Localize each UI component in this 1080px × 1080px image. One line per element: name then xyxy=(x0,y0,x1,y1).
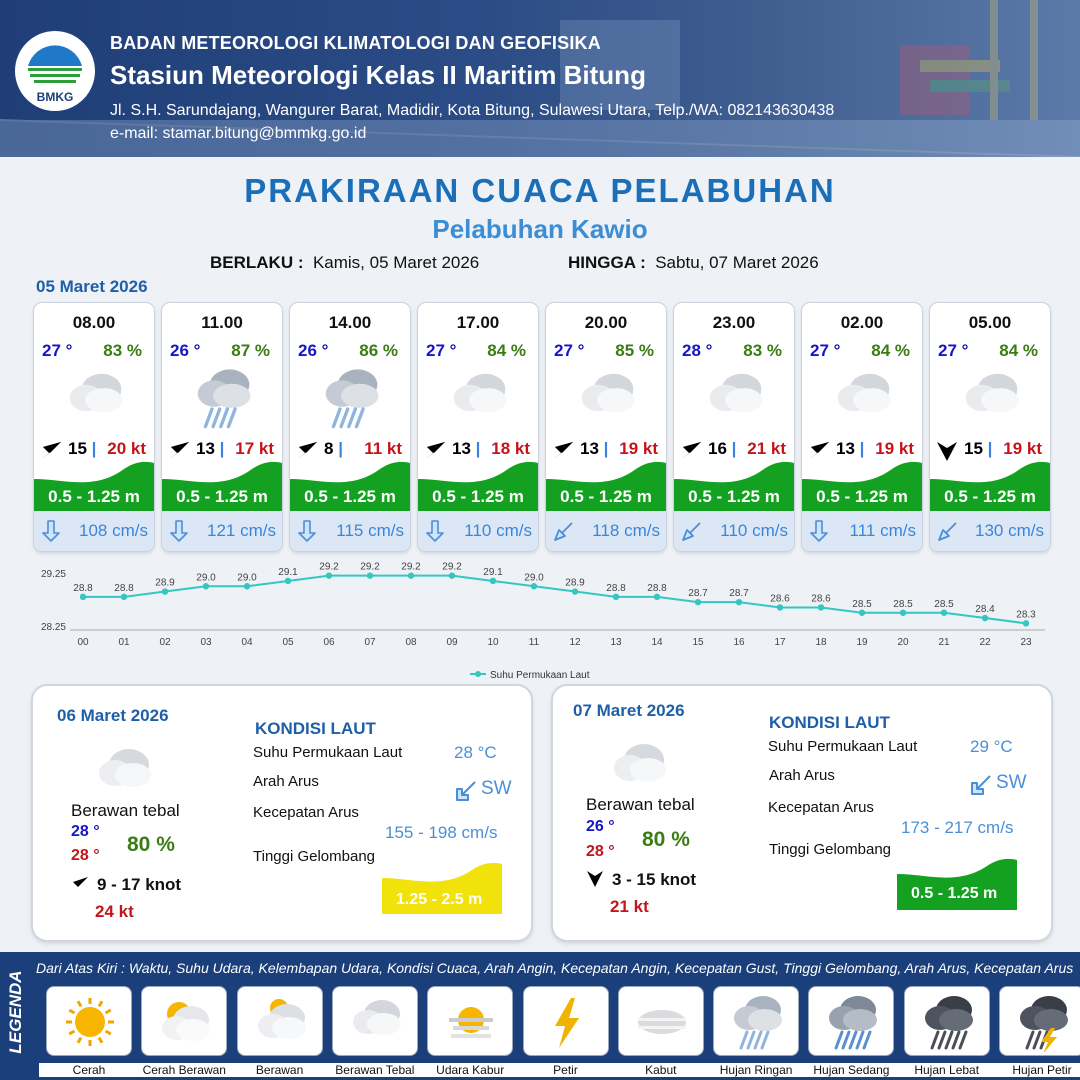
valid-from-label: BERLAKU : xyxy=(210,253,304,272)
data-label: 29.2 xyxy=(442,561,462,573)
wave-height: 0.5 - 1.25 m xyxy=(816,487,908,506)
data-label: 28.5 xyxy=(893,598,913,610)
legend-item-label: Berawan xyxy=(230,1063,330,1077)
air-temperature: 26 ° xyxy=(170,341,201,360)
current-row xyxy=(930,511,1050,551)
wind-speed-value: 13 xyxy=(836,439,855,458)
day3-wave-label: Tinggi Gelombang xyxy=(769,841,892,858)
sea-surface-temperature-chart xyxy=(0,560,1080,685)
bmkg-logo xyxy=(14,30,96,112)
day2-condition: Berawan tebal xyxy=(71,801,180,820)
data-label: 28.6 xyxy=(770,593,790,605)
wind-separator: | xyxy=(338,439,343,458)
berawan-tebal-icon xyxy=(93,741,157,791)
x-tick-label: 18 xyxy=(815,637,827,648)
legend-item xyxy=(618,986,704,1056)
day2-sea-heading: KONDISI LAUT xyxy=(255,719,376,738)
data-point xyxy=(695,599,701,605)
air-temperature: 27 ° xyxy=(42,341,73,360)
hourly-card xyxy=(290,303,410,551)
legend-item-label: Hujan Lebat xyxy=(897,1063,997,1077)
data-point xyxy=(490,578,496,584)
valid-from-value: Kamis, 05 Maret 2026 xyxy=(312,253,480,272)
x-tick-label: 15 xyxy=(692,637,704,648)
wind-speed-value: 16 xyxy=(708,439,727,458)
day2-current-speed: 155 - 198 cm/s xyxy=(385,823,498,842)
legend-item xyxy=(713,986,799,1056)
wind-speed-value: 8 xyxy=(324,439,334,458)
forecast-time: 23.00 xyxy=(712,313,756,332)
gust-speed: 19 kt xyxy=(619,439,658,458)
hourly-card xyxy=(930,303,1050,551)
air-temperature: 27 ° xyxy=(938,341,969,360)
wind-separator: | xyxy=(731,439,737,458)
cerah-icon xyxy=(58,992,122,1052)
forecast-time: 17.00 xyxy=(456,313,500,332)
wind-direction-icon xyxy=(680,441,702,461)
x-tick-label: 16 xyxy=(733,637,745,648)
legend-item-label: Hujan Ringan xyxy=(706,1063,806,1077)
gust-speed: 20 kt xyxy=(107,439,146,458)
x-tick-label: 13 xyxy=(610,637,622,648)
data-label: 28.5 xyxy=(934,598,954,610)
current-direction-icon xyxy=(453,778,479,804)
day3-wind-speed: 3 - 15 knot xyxy=(612,870,697,889)
x-tick-label: 19 xyxy=(856,637,868,648)
wind-direction-icon xyxy=(808,441,830,461)
data-point xyxy=(162,588,168,594)
forecast-time: 02.00 xyxy=(840,313,884,332)
wind-speed xyxy=(68,439,96,459)
day3-condition: Berawan tebal xyxy=(586,795,695,814)
forecast-time: 11.00 xyxy=(201,313,243,332)
current-direction-icon xyxy=(936,519,958,543)
legend-title-text: LEGENDA xyxy=(6,970,25,1054)
wave-height: 0.5 - 1.25 m xyxy=(48,487,140,506)
station-address: Jl. S.H. Sarundajang, Wangurer Barat, Madidir, Kota Bitung, Sulawesi Utara, Telp./WA: 082143630438 xyxy=(110,102,835,119)
berawan-tebal-icon xyxy=(608,736,672,786)
day3-current-dir-label: Arah Arus xyxy=(769,767,835,784)
current-direction-icon xyxy=(808,519,830,543)
hourly-card xyxy=(802,303,922,551)
legend-item xyxy=(904,986,990,1056)
data-label: 29.2 xyxy=(360,561,380,573)
day3-panel xyxy=(553,686,1051,940)
data-point xyxy=(613,594,619,600)
current-direction-icon xyxy=(424,519,446,543)
wind-speed-value: 15 xyxy=(68,439,87,458)
wind-separator: | xyxy=(219,439,225,458)
y-tick-label: 28.25 xyxy=(40,622,66,633)
data-point xyxy=(408,572,414,578)
data-label: 29.2 xyxy=(401,561,421,573)
legend-item xyxy=(999,986,1080,1056)
data-point xyxy=(80,594,86,600)
wind-speed xyxy=(452,439,480,459)
data-label: 28.3 xyxy=(1016,609,1036,621)
wave-height: 0.5 - 1.25 m xyxy=(432,487,524,506)
berawan-tebal-icon xyxy=(699,365,771,431)
legend-swatch-dot xyxy=(475,671,481,677)
air-temperature: 27 ° xyxy=(554,341,585,360)
wind-speed-value: 15 xyxy=(964,439,983,458)
legend-item xyxy=(523,986,609,1056)
gust-speed: 19 kt xyxy=(875,439,914,458)
wind-speed xyxy=(708,439,736,459)
wind-direction-icon xyxy=(168,441,190,461)
data-point xyxy=(859,610,865,616)
current-direction-icon xyxy=(40,519,62,543)
day2-wind-speed: 9 - 17 knot xyxy=(97,875,182,894)
agency-name: BADAN METEOROLOGI KLIMATOLOGI DAN GEOFISIKA xyxy=(110,33,601,53)
data-label: 29.0 xyxy=(237,572,257,584)
data-point xyxy=(121,594,127,600)
hourly-card xyxy=(34,303,154,551)
day3-sea-heading: KONDISI LAUT xyxy=(769,713,890,732)
wind-direction-icon xyxy=(552,441,574,461)
y-tick-label: 29.25 xyxy=(40,569,66,580)
day3-sst-value: 29 °C xyxy=(970,737,1013,756)
station-name: Stasiun Meteorologi Kelas II Maritim Bitung xyxy=(110,60,646,90)
hourly-card xyxy=(546,303,666,551)
wave-height: 0.5 - 1.25 m xyxy=(176,487,268,506)
day2-gust: 24 kt xyxy=(95,902,134,921)
data-point xyxy=(244,583,250,589)
data-label: 28.8 xyxy=(647,582,667,594)
udara-kabur-icon xyxy=(439,992,503,1052)
data-label: 28.8 xyxy=(114,582,134,594)
data-label: 28.6 xyxy=(811,593,831,605)
data-point xyxy=(203,583,209,589)
humidity: 83 % xyxy=(743,341,782,360)
current-direction-icon xyxy=(680,519,702,543)
data-label: 28.8 xyxy=(606,582,626,594)
station-email: e-mail: stamar.bitung@bmmkg.go.id xyxy=(110,125,367,142)
humidity: 84 % xyxy=(871,341,910,360)
forecast-time: 20.00 xyxy=(584,313,628,332)
air-temperature: 28 ° xyxy=(682,341,713,360)
current-speed: 115 cm/s xyxy=(336,521,404,540)
day2-temp-min: 28 ° xyxy=(71,847,100,864)
day3-sst-label: Suhu Permukaan Laut xyxy=(768,738,918,755)
gust-speed: 21 kt xyxy=(747,439,786,458)
x-tick-label: 21 xyxy=(938,637,950,648)
data-label: 28.8 xyxy=(73,582,93,594)
gust-speed: 11 kt xyxy=(364,439,402,458)
wind-row xyxy=(546,439,666,461)
current-row xyxy=(34,511,154,551)
legend-item-label: Hujan Sedang xyxy=(801,1063,901,1077)
wind-row xyxy=(162,439,282,461)
wind-speed xyxy=(836,439,864,459)
current-speed: 130 cm/s xyxy=(975,521,1044,540)
legend-item xyxy=(427,986,513,1056)
wind-row xyxy=(802,439,922,461)
hourly-card xyxy=(674,303,794,551)
current-speed: 108 cm/s xyxy=(79,521,148,540)
data-label: 29.1 xyxy=(278,566,298,578)
hourly-card xyxy=(162,303,282,551)
day2-current-dir-label: Arah Arus xyxy=(253,773,319,790)
forecast-time: 14.00 xyxy=(328,313,372,332)
current-row xyxy=(418,511,538,551)
x-tick-label: 10 xyxy=(487,637,499,648)
day3-temp-min: 28 ° xyxy=(586,843,615,860)
berawan-icon xyxy=(249,992,313,1052)
hujan-lebat-icon xyxy=(916,992,980,1052)
data-point xyxy=(449,572,455,578)
air-temperature: 27 ° xyxy=(426,341,457,360)
berawan-tebal-icon xyxy=(571,365,643,431)
data-point xyxy=(572,588,578,594)
valid-to-label: HINGGA : xyxy=(568,253,646,272)
hujan-sedang-icon xyxy=(820,992,884,1052)
wind-row xyxy=(290,439,410,461)
wind-speed-value: 13 xyxy=(580,439,599,458)
berawan-tebal-icon xyxy=(955,365,1027,431)
day3-current-speed-label: Kecepatan Arus xyxy=(768,799,874,816)
data-point xyxy=(941,610,947,616)
legend-item-label: Berawan Tebal xyxy=(325,1063,425,1077)
day3-date: 07 Maret 2026 xyxy=(573,701,685,720)
data-label: 28.5 xyxy=(852,598,872,610)
berawan-tebal-icon xyxy=(827,365,899,431)
wave-height: 0.5 - 1.25 m xyxy=(560,487,652,506)
data-label: 28.4 xyxy=(975,604,995,616)
wind-row xyxy=(930,439,1050,461)
data-point xyxy=(982,615,988,621)
humidity: 83 % xyxy=(103,341,142,360)
current-speed: 121 cm/s xyxy=(207,521,276,540)
wind-direction-icon xyxy=(296,441,318,461)
legend-item xyxy=(46,986,132,1056)
day3-current-dir: SW xyxy=(996,772,1027,793)
data-label: 28.7 xyxy=(729,588,749,600)
day2-panel xyxy=(33,686,531,940)
forecast-time: 05.00 xyxy=(968,313,1012,332)
gust-speed: 18 kt xyxy=(491,439,530,458)
x-tick-label: 22 xyxy=(979,637,991,648)
humidity: 86 % xyxy=(359,341,398,360)
header-banner xyxy=(0,0,1080,157)
wind-direction-icon xyxy=(71,876,89,894)
legend-item-label: Cerah Berawan xyxy=(134,1063,234,1077)
berawan-tebal-icon xyxy=(59,365,131,431)
x-tick-label: 05 xyxy=(282,637,294,648)
wind-separator: | xyxy=(603,439,609,458)
day3-temp-max: 26 ° xyxy=(586,818,615,835)
data-point xyxy=(818,604,824,610)
day2-temp-max: 28 ° xyxy=(71,823,100,840)
data-label: 28.9 xyxy=(565,577,585,589)
day3-gust: 21 kt xyxy=(610,897,649,916)
current-direction-icon xyxy=(168,519,190,543)
day2-current-dir: SW xyxy=(481,778,512,799)
data-label: 29.2 xyxy=(319,561,339,573)
humidity: 84 % xyxy=(999,341,1038,360)
wind-speed xyxy=(196,439,224,459)
kabut-icon xyxy=(630,992,694,1052)
legend-item xyxy=(141,986,227,1056)
wind-direction-icon xyxy=(424,441,446,461)
data-point xyxy=(777,604,783,610)
wind-separator: | xyxy=(859,439,865,458)
x-tick-label: 08 xyxy=(405,637,417,648)
bmkg-logo-text: BMKG xyxy=(36,90,74,104)
day2-wave-label: Tinggi Gelombang xyxy=(253,848,376,865)
data-point xyxy=(531,583,537,589)
x-tick-label: 02 xyxy=(159,637,171,648)
current-row xyxy=(674,511,794,551)
x-tick-label: 07 xyxy=(364,637,376,648)
legend-item-label: Hujan Petir xyxy=(992,1063,1080,1077)
day3-wave-height: 0.5 - 1.25 m xyxy=(911,885,998,902)
wind-speed xyxy=(580,439,608,459)
air-temperature: 26 ° xyxy=(298,341,329,360)
x-tick-label: 17 xyxy=(774,637,786,648)
wind-speed-value: 13 xyxy=(452,439,471,458)
data-label: 28.9 xyxy=(155,577,175,589)
data-label: 29.1 xyxy=(483,566,503,578)
hujan-petir-icon xyxy=(1011,992,1075,1052)
day2-sst-label: Suhu Permukaan Laut xyxy=(253,744,403,761)
berawan-tebal-icon xyxy=(344,992,408,1052)
hujan-ringan-icon xyxy=(315,365,387,431)
wind-separator: | xyxy=(475,439,481,458)
data-point xyxy=(900,610,906,616)
wave-height: 0.5 - 1.25 m xyxy=(688,487,780,506)
day2-humidity: 80 % xyxy=(127,833,175,856)
wind-row xyxy=(34,439,154,461)
current-row xyxy=(802,511,922,551)
valid-from xyxy=(210,253,479,273)
humidity: 85 % xyxy=(615,341,654,360)
x-tick-label: 03 xyxy=(200,637,212,648)
hourly-card xyxy=(418,303,538,551)
current-speed: 110 cm/s xyxy=(720,521,788,540)
x-tick-label: 00 xyxy=(77,637,89,648)
current-speed: 111 cm/s xyxy=(849,521,916,540)
port-name: Pelabuhan Kawio xyxy=(432,214,648,244)
air-temperature: 27 ° xyxy=(810,341,841,360)
series-line xyxy=(83,576,1026,624)
data-point xyxy=(736,599,742,605)
wind-row xyxy=(674,439,794,461)
gust-speed: 19 kt xyxy=(1003,439,1042,458)
current-row xyxy=(546,511,666,551)
data-label: 29.0 xyxy=(196,572,216,584)
wind-direction-icon xyxy=(40,441,62,461)
x-tick-label: 20 xyxy=(897,637,909,648)
legend-item xyxy=(332,986,418,1056)
legend-note: Dari Atas Kiri : Waktu, Suhu Udara, Kelembapan Udara, Kondisi Cuaca, Arah Angin, Kecepatan Angin, Kecepatan Gust, Tinggi Gelombang, Arah Arus, Kecepatan Arus xyxy=(36,960,1074,976)
x-tick-label: 11 xyxy=(528,637,540,648)
day3-humidity: 80 % xyxy=(642,828,690,851)
hujan-ringan-icon xyxy=(187,365,259,431)
day2-current-speed-label: Kecepatan Arus xyxy=(253,804,359,821)
wind-speed-value: 13 xyxy=(196,439,215,458)
wind-separator: | xyxy=(91,439,97,458)
wave-height: 0.5 - 1.25 m xyxy=(304,487,396,506)
current-direction-icon xyxy=(296,519,318,543)
current-direction-icon xyxy=(968,772,994,798)
legend-item xyxy=(237,986,323,1056)
data-label: 29.0 xyxy=(524,572,544,584)
wind-direction-icon xyxy=(586,870,604,888)
day3-current-speed: 173 - 217 cm/s xyxy=(901,818,1014,837)
data-point xyxy=(654,594,660,600)
wind-direction-icon xyxy=(936,441,958,461)
day2-sst-value: 28 °C xyxy=(454,743,497,762)
data-point xyxy=(326,572,332,578)
legend-title xyxy=(0,952,32,1080)
valid-to xyxy=(568,253,819,273)
humidity: 84 % xyxy=(487,341,526,360)
legend-label: Suhu Permukaan Laut xyxy=(490,670,590,681)
legend-item-label: Petir xyxy=(516,1063,616,1077)
petir-icon xyxy=(535,992,599,1052)
legend-item-label: Kabut xyxy=(611,1063,711,1077)
x-tick-label: 06 xyxy=(323,637,335,648)
current-row xyxy=(162,511,282,551)
x-tick-label: 01 xyxy=(118,637,130,648)
data-point xyxy=(367,572,373,578)
berawan-tebal-icon xyxy=(443,365,515,431)
day1-date: 05 Maret 2026 xyxy=(36,277,148,296)
wind-row xyxy=(418,439,538,461)
hujan-ringan-icon xyxy=(725,992,789,1052)
data-point xyxy=(285,578,291,584)
wind-separator: | xyxy=(987,439,993,458)
wind-speed xyxy=(324,439,343,459)
current-row xyxy=(290,511,410,551)
humidity: 87 % xyxy=(231,341,270,360)
current-speed: 118 cm/s xyxy=(592,521,660,540)
legend-item-label: Cerah xyxy=(39,1063,139,1077)
cerah-berawan-icon xyxy=(153,992,217,1052)
data-label: 28.7 xyxy=(688,588,708,600)
data-point xyxy=(1023,620,1029,626)
current-direction-icon xyxy=(552,519,574,543)
x-tick-label: 12 xyxy=(569,637,581,648)
day2-wave-height: 1.25 - 2.5 m xyxy=(396,891,483,908)
valid-to-value: Sabtu, 07 Maret 2026 xyxy=(655,253,819,272)
legend-item xyxy=(808,986,894,1056)
x-tick-label: 23 xyxy=(1020,637,1032,648)
day2-date: 06 Maret 2026 xyxy=(57,706,169,725)
current-speed: 110 cm/s xyxy=(464,521,532,540)
page-title: PRAKIRAAN CUACA PELABUHAN xyxy=(244,172,836,209)
wind-speed xyxy=(964,439,992,459)
wave-height: 0.5 - 1.25 m xyxy=(944,487,1036,506)
x-tick-label: 14 xyxy=(651,637,663,648)
legend-item-label: Udara Kabur xyxy=(420,1063,520,1077)
forecast-time: 08.00 xyxy=(72,313,116,332)
gust-speed: 17 kt xyxy=(235,439,274,458)
x-tick-label: 04 xyxy=(241,637,253,648)
x-tick-label: 09 xyxy=(446,637,458,648)
